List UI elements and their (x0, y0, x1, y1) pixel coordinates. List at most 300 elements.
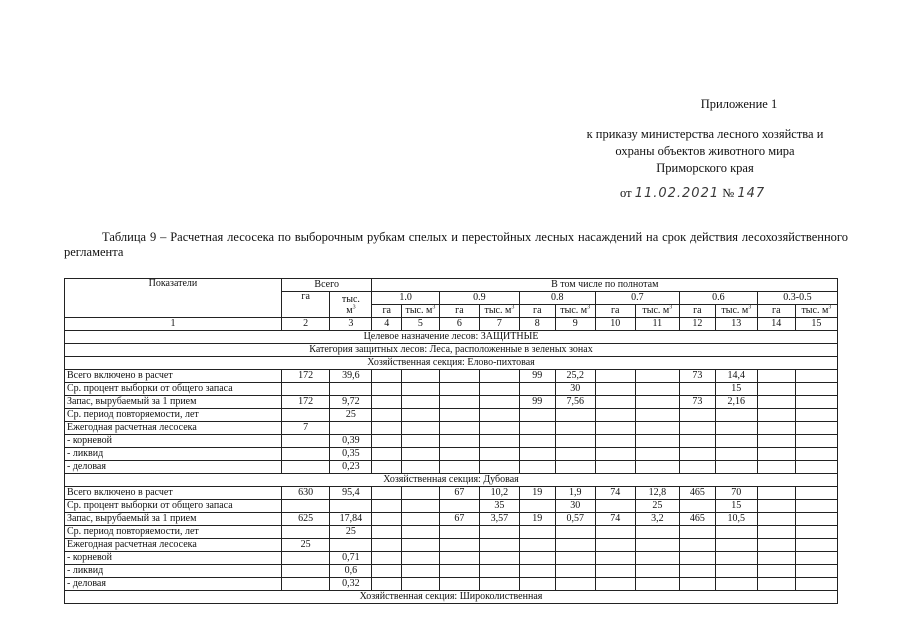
table-cell (519, 461, 555, 474)
sub-header-ha: га (679, 305, 715, 318)
table-cell (757, 526, 795, 539)
table-cell (401, 500, 439, 513)
table-cell (479, 461, 519, 474)
table-cell: 73 (679, 370, 715, 383)
table-cell (401, 487, 439, 500)
table-cell (595, 383, 635, 396)
table-cell (635, 526, 679, 539)
table-cell: 0,23 (330, 461, 372, 474)
table-cell (795, 370, 837, 383)
number-prefix: № (722, 186, 735, 200)
table-row (65, 422, 838, 435)
table-cell (372, 396, 401, 409)
table-cell (372, 500, 401, 513)
table-cell: 7 (281, 422, 329, 435)
table-cell: 67 (439, 513, 479, 526)
table-cell (439, 448, 479, 461)
density-header: 0.3-0.5 (757, 292, 837, 305)
table-cell (715, 409, 757, 422)
sub-header-ha: га (439, 305, 479, 318)
table-cell (635, 461, 679, 474)
table-cell (757, 396, 795, 409)
table-cell (439, 396, 479, 409)
table-cell (479, 539, 519, 552)
row-label: Запас, вырубаемый за 1 прием (65, 396, 282, 409)
table-cell: 25 (281, 539, 329, 552)
row-label: - корневой (65, 435, 282, 448)
table-cell (519, 409, 555, 422)
table-cell (679, 422, 715, 435)
table-cell: 19 (519, 513, 555, 526)
sub-header-thous-m3: тыс. $м^3$ (555, 305, 595, 318)
sub-header-thous-m3: тыс. $м^3$ (795, 305, 837, 318)
table-cell: 14,4 (715, 370, 757, 383)
table-cell (330, 539, 372, 552)
sub-header-thous-m3: тыс. $м^3$ (635, 305, 679, 318)
table-cell (281, 409, 329, 422)
table-cell (401, 513, 439, 526)
table-cell (519, 500, 555, 513)
table-cell (795, 578, 837, 591)
col-header-thous-m3: тыс. $м^3$ (330, 292, 372, 318)
table-cell (479, 578, 519, 591)
table-cell (795, 435, 837, 448)
table-cell (635, 409, 679, 422)
table-cell (795, 409, 837, 422)
table-cell (635, 435, 679, 448)
column-number: 15 (795, 318, 837, 331)
table-cell: 30 (555, 383, 595, 396)
table-cell: 172 (281, 370, 329, 383)
table-cell (715, 435, 757, 448)
sub-header-thous-m3: тыс. $м^3$ (479, 305, 519, 318)
table-cell (281, 500, 329, 513)
row-label: Всего включено в расчет (65, 487, 282, 500)
table-cell (795, 487, 837, 500)
table-cell (439, 409, 479, 422)
row-label: Запас, вырубаемый за 1 прием (65, 513, 282, 526)
table-cell (635, 552, 679, 565)
table-cell (281, 565, 329, 578)
table-row (65, 513, 838, 526)
table-cell: 0,39 (330, 435, 372, 448)
appendix-order-reference (555, 126, 855, 177)
table-cell: 630 (281, 487, 329, 500)
table-cell (372, 526, 401, 539)
table-cell (281, 435, 329, 448)
table-cell (679, 578, 715, 591)
table-cell: 0,57 (555, 513, 595, 526)
column-number: 7 (479, 318, 519, 331)
table-cell (679, 448, 715, 461)
table-cell (401, 552, 439, 565)
table-cell: 19 (519, 487, 555, 500)
table-cell: 70 (715, 487, 757, 500)
table-cell (555, 422, 595, 435)
table-cell (757, 500, 795, 513)
table-cell (555, 578, 595, 591)
table-cell: 0,71 (330, 552, 372, 565)
table-cell (595, 435, 635, 448)
table-cell: 465 (679, 487, 715, 500)
column-number: 12 (679, 318, 715, 331)
table-cell (519, 448, 555, 461)
table-cell: 9,72 (330, 396, 372, 409)
density-header: 0.6 (679, 292, 757, 305)
table-cell (715, 526, 757, 539)
table-cell: 0,6 (330, 565, 372, 578)
row-label: - деловая (65, 578, 282, 591)
table-cell (281, 552, 329, 565)
table-cell (330, 422, 372, 435)
table-cell (595, 552, 635, 565)
table-cell (715, 578, 757, 591)
table-row (65, 526, 838, 539)
table-cell (401, 565, 439, 578)
table-row (65, 448, 838, 461)
sub-header-ha: га (519, 305, 555, 318)
row-label: Ср. процент выборки от общего запаса (65, 500, 282, 513)
allowable-cut-table (64, 278, 838, 604)
table-cell (595, 370, 635, 383)
column-number: 13 (715, 318, 757, 331)
table-cell (479, 370, 519, 383)
table-cell (555, 435, 595, 448)
table-cell: 67 (439, 487, 479, 500)
table-cell (595, 526, 635, 539)
table-cell (401, 435, 439, 448)
table-cell (372, 409, 401, 422)
table-cell (757, 539, 795, 552)
table-cell (519, 435, 555, 448)
table-cell (479, 383, 519, 396)
table-cell (757, 513, 795, 526)
appendix-line: охраны объектов животного мира (615, 144, 795, 158)
table-cell (715, 539, 757, 552)
table-cell: 0,35 (330, 448, 372, 461)
table-cell (595, 396, 635, 409)
table-row (65, 487, 838, 500)
appendix-title: Приложение 1 (700, 97, 778, 111)
table-cell (372, 539, 401, 552)
table-cell (595, 578, 635, 591)
table-cell (679, 526, 715, 539)
table-cell (439, 526, 479, 539)
column-number: 4 (372, 318, 401, 331)
table-row (65, 383, 838, 396)
table-cell: 1,9 (555, 487, 595, 500)
table-cell: 15 (715, 383, 757, 396)
column-number: 6 (439, 318, 479, 331)
column-number: 5 (401, 318, 439, 331)
row-label: Ежегодная расчетная лесосека (65, 539, 282, 552)
table-cell (715, 565, 757, 578)
table-cell (679, 461, 715, 474)
table-cell (372, 578, 401, 591)
table-cell (281, 526, 329, 539)
appendix-line: Приморского края (656, 161, 754, 175)
appendix-line: к приказу министерства лесного хозяйства и (586, 127, 824, 141)
table-cell (372, 370, 401, 383)
table-row (65, 539, 838, 552)
table-cell (555, 409, 595, 422)
row-label: - ликвид (65, 565, 282, 578)
col-header-by-density: В том числе по полнотам (372, 279, 838, 292)
table-row (65, 500, 838, 513)
table-cell (519, 578, 555, 591)
col-header-indicators: Показатели (65, 279, 282, 318)
table-cell (519, 383, 555, 396)
table-cell (715, 422, 757, 435)
table-cell (439, 552, 479, 565)
sub-header-thous-m3: тыс. $м^3$ (715, 305, 757, 318)
table-cell (281, 578, 329, 591)
table-cell (372, 565, 401, 578)
density-header: 0.7 (595, 292, 679, 305)
table-cell (439, 370, 479, 383)
handwritten-number: 147 (737, 186, 766, 201)
table-cell (372, 513, 401, 526)
table-cell: 17,84 (330, 513, 372, 526)
table-cell: 12,8 (635, 487, 679, 500)
table-cell (757, 578, 795, 591)
table-cell (595, 539, 635, 552)
table-body (65, 331, 838, 604)
density-header: 1.0 (372, 292, 439, 305)
table-cell (555, 448, 595, 461)
table-cell (679, 552, 715, 565)
table-cell: 25 (330, 409, 372, 422)
table-cell (795, 500, 837, 513)
col-header-total: Всего (281, 279, 372, 292)
column-number: 14 (757, 318, 795, 331)
table-cell (679, 435, 715, 448)
table-cell (795, 422, 837, 435)
table-cell (372, 461, 401, 474)
density-header: 0.8 (519, 292, 595, 305)
table-cell (757, 409, 795, 422)
table-cell (401, 539, 439, 552)
table-cell (330, 383, 372, 396)
table-cell: 99 (519, 370, 555, 383)
table-cell (372, 422, 401, 435)
table-cell (439, 461, 479, 474)
column-number-row (65, 318, 838, 331)
table-cell (595, 500, 635, 513)
table-cell (679, 409, 715, 422)
table-cell (439, 565, 479, 578)
table-cell: 25,2 (555, 370, 595, 383)
table-cell (479, 422, 519, 435)
column-number: 10 (595, 318, 635, 331)
column-number: 11 (635, 318, 679, 331)
table-cell: 74 (595, 487, 635, 500)
table-cell (679, 565, 715, 578)
table-cell: 35 (479, 500, 519, 513)
table-cell: 39,6 (330, 370, 372, 383)
table-cell (757, 370, 795, 383)
table-cell (795, 539, 837, 552)
row-label: Ежегодная расчетная лесосека (65, 422, 282, 435)
table-cell: 0,32 (330, 578, 372, 591)
table-cell (635, 539, 679, 552)
table-cell (795, 526, 837, 539)
table-row (65, 435, 838, 448)
table-cell (555, 552, 595, 565)
table-row (65, 396, 838, 409)
table-cell (635, 370, 679, 383)
date-prefix: от (620, 186, 632, 200)
table-cell (281, 383, 329, 396)
row-label: - ликвид (65, 448, 282, 461)
table-cell (595, 461, 635, 474)
table-cell (635, 565, 679, 578)
table-cell (555, 526, 595, 539)
table-cell (439, 383, 479, 396)
table-cell (439, 500, 479, 513)
column-number: 8 (519, 318, 555, 331)
table-cell (715, 552, 757, 565)
table-cell: 7,56 (555, 396, 595, 409)
section-header-row: Хозяйственная секция: Елово-пихтовая (65, 357, 838, 370)
table-cell (479, 552, 519, 565)
order-date-number (620, 186, 765, 201)
table-cell (555, 539, 595, 552)
table-cell (635, 448, 679, 461)
table-cell (479, 526, 519, 539)
table-cell (401, 422, 439, 435)
table-cell (439, 422, 479, 435)
table-cell (401, 448, 439, 461)
table-cell (757, 461, 795, 474)
table-cell (439, 435, 479, 448)
table-cell (795, 565, 837, 578)
table-cell (679, 500, 715, 513)
table-cell (679, 539, 715, 552)
table-cell (401, 578, 439, 591)
table-cell (555, 565, 595, 578)
col-header-ha: га (281, 292, 329, 318)
table-cell (401, 370, 439, 383)
sub-header-ha: га (757, 305, 795, 318)
row-label: Всего включено в расчет (65, 370, 282, 383)
sub-header-ha: га (595, 305, 635, 318)
table-cell (281, 461, 329, 474)
table-cell: 172 (281, 396, 329, 409)
table-cell (401, 526, 439, 539)
table-cell (372, 487, 401, 500)
table-row (65, 578, 838, 591)
table-cell (372, 448, 401, 461)
table-cell (519, 552, 555, 565)
table-cell (281, 448, 329, 461)
section-header-row: Хозяйственная секция: Дубовая (65, 474, 838, 487)
column-number: 9 (555, 318, 595, 331)
table-cell (479, 396, 519, 409)
table-cell: 10,2 (479, 487, 519, 500)
sub-header-thous-m3: тыс. $м^3$ (401, 305, 439, 318)
table-cell (595, 565, 635, 578)
table-cell (757, 383, 795, 396)
table-cell (401, 383, 439, 396)
table-cell (519, 422, 555, 435)
table-cell (372, 435, 401, 448)
row-label: Ср. процент выборки от общего запаса (65, 383, 282, 396)
table-cell (439, 578, 479, 591)
table-caption: Таблица 9 – Расчетная лесосека по выборочным рубкам спелых и перестойных лесных насаждений на срок действия лесохозяйственного регламента (64, 230, 848, 259)
table-cell (519, 539, 555, 552)
table-cell (715, 461, 757, 474)
table-cell (795, 552, 837, 565)
table-cell (479, 435, 519, 448)
table-cell: 25 (330, 526, 372, 539)
handwritten-date: 11.02.2021 (634, 186, 720, 201)
table-cell (757, 435, 795, 448)
table-row (65, 370, 838, 383)
table-cell: 73 (679, 396, 715, 409)
column-number: 2 (281, 318, 329, 331)
table-cell (635, 578, 679, 591)
table-cell: 25 (635, 500, 679, 513)
table-cell (795, 461, 837, 474)
forest-purpose-row: Целевое назначение лесов: ЗАЩИТНЫЕ (65, 331, 838, 344)
table-cell (635, 422, 679, 435)
table-cell (330, 500, 372, 513)
table-row (65, 552, 838, 565)
table-cell: 99 (519, 396, 555, 409)
table-cell (479, 409, 519, 422)
table-cell (635, 383, 679, 396)
table-cell (401, 461, 439, 474)
sub-header-ha: га (372, 305, 401, 318)
table-cell (401, 409, 439, 422)
row-label: - корневой (65, 552, 282, 565)
table-cell (439, 539, 479, 552)
table-cell (595, 448, 635, 461)
table-row (65, 409, 838, 422)
table-cell (757, 422, 795, 435)
table-cell (757, 565, 795, 578)
table-cell: 30 (555, 500, 595, 513)
table-cell: 465 (679, 513, 715, 526)
section-header-row: Хозяйственная секция: Широколиственная (65, 591, 838, 604)
table-cell (555, 461, 595, 474)
table-cell: 625 (281, 513, 329, 526)
table-cell (595, 409, 635, 422)
table-cell (479, 565, 519, 578)
table-cell (635, 396, 679, 409)
table-cell (715, 448, 757, 461)
column-number: 3 (330, 318, 372, 331)
table-cell (795, 448, 837, 461)
table-cell (519, 526, 555, 539)
forest-category-row: Категория защитных лесов: Леса, расположенные в зеленых зонах (65, 344, 838, 357)
table-cell (479, 448, 519, 461)
table-cell: 10,5 (715, 513, 757, 526)
table-cell: 3,57 (479, 513, 519, 526)
table-cell (757, 448, 795, 461)
table-cell: 74 (595, 513, 635, 526)
density-header: 0.9 (439, 292, 519, 305)
table-row (65, 461, 838, 474)
table-cell (595, 422, 635, 435)
row-label: Ср. период повторяемости, лет (65, 409, 282, 422)
table-cell (795, 396, 837, 409)
table-cell: 95,4 (330, 487, 372, 500)
table-cell (757, 552, 795, 565)
table-cell (757, 487, 795, 500)
table-cell (795, 513, 837, 526)
